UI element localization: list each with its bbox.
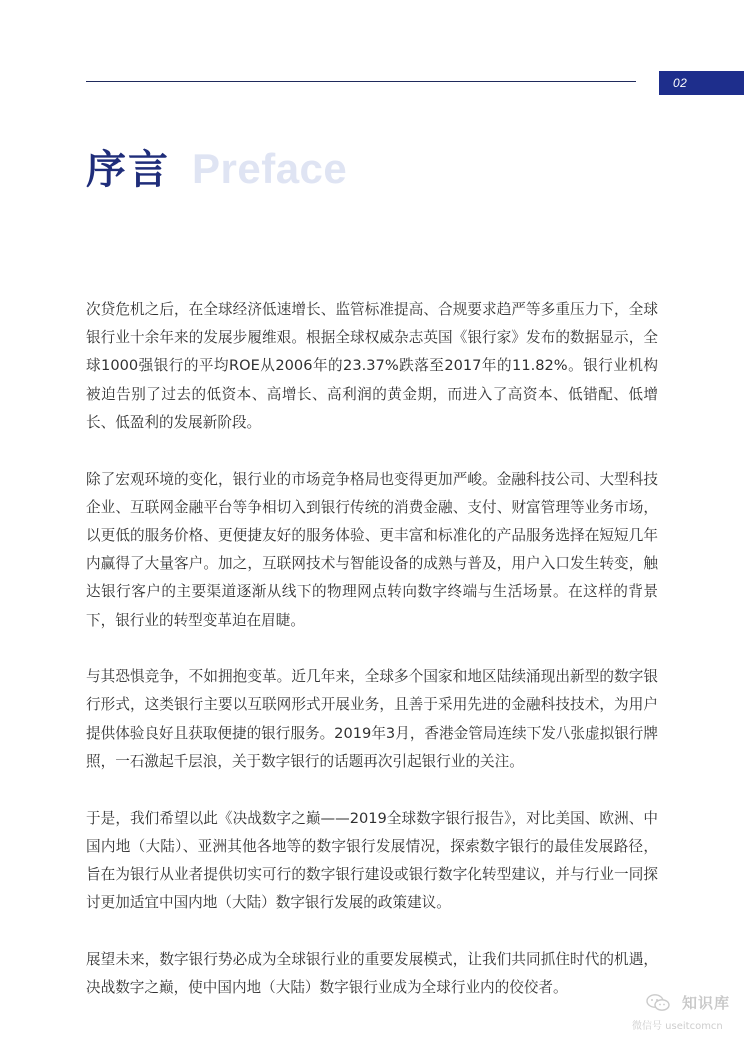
- page-title: [86, 138, 347, 198]
- paragraph-2: 除了宏观环境的变化，银行业的市场竞争格局也变得更加严峻。金融科技公司、大型科技企业、互联网金融平台等争相切入到银行传统的消费金融、支付、财富管理等业务市场，以更低的服务价格、更便捷友好的服务体验、更丰富和标准化的产品服务选择在短短几年内赢得了大量客户。加之，互联网技术与智能设备的成熟与普及，用户入口发生转变，触达银行客户的主要渠道逐渐从线下的物理网点转向数字终端与生活场景。在这样的背景下，银行业的转型变革迫在眉睫。: [86, 470, 658, 629]
- wechat-icon: [646, 994, 670, 1012]
- watermark-brand: 知识库: [682, 994, 731, 1012]
- page-number-badge: 02: [659, 71, 744, 95]
- title-english: Preface: [192, 145, 348, 192]
- paragraph-4: 于是，我们希望以此《决战数字之巅——2019全球数字银行报告》，对比美国、欧洲、中国内地（大陆）、亚洲其他各地等的数字银行发展情况，探索数字银行的最佳发展路径，旨在为银行从业者提供切实可行的数字银行建设或银行数字化转型建议，并与行业一同探讨更加适宜中国内地（大陆）数字银行发展的政策建议。: [86, 809, 658, 912]
- watermark: [624, 990, 742, 1038]
- header-divider: [86, 81, 636, 82]
- paragraph-1: 次贷危机之后，在全球经济低速增长、监管标准提高、合规要求趋严等多重压力下，全球银行业十余年来的发展步履维艰。根据全球权威杂志英国《银行家》发布的数据显示，全球1000强银行的平均ROE从2006年的23.37%跌落至2017年的11.82%。银行业机构被迫告别了过去的低资本、高增长、高利润的黄金期，而进入了高资本、低错配、低增长、低盈利的发展新阶段。: [86, 301, 658, 431]
- title-chinese: 序言: [86, 147, 170, 193]
- watermark-url: 微信号 useitcomcn: [632, 1021, 723, 1032]
- preface-body: [86, 296, 658, 1031]
- paragraph-5: 展望未来，数字银行势必成为全球银行业的重要发展模式，让我们共同抓住时代的机遇，决战数字之巅，使中国内地（大陆）数字银行业成为全球行业内的佼佼者。: [86, 950, 658, 997]
- paragraph-3: 与其恐惧竞争，不如拥抱变革。近几年来，全球多个国家和地区陆续涌现出新型的数字银行形式，这类银行主要以互联网形式开展业务，且善于采用先进的金融科技技术，为用户提供体验良好且获取便捷的银行服务。2019年3月，香港金管局连续下发八张虚拟银行牌照，一石激起千层浪，关于数字银行的话题再次引起银行业的关注。: [86, 668, 658, 770]
